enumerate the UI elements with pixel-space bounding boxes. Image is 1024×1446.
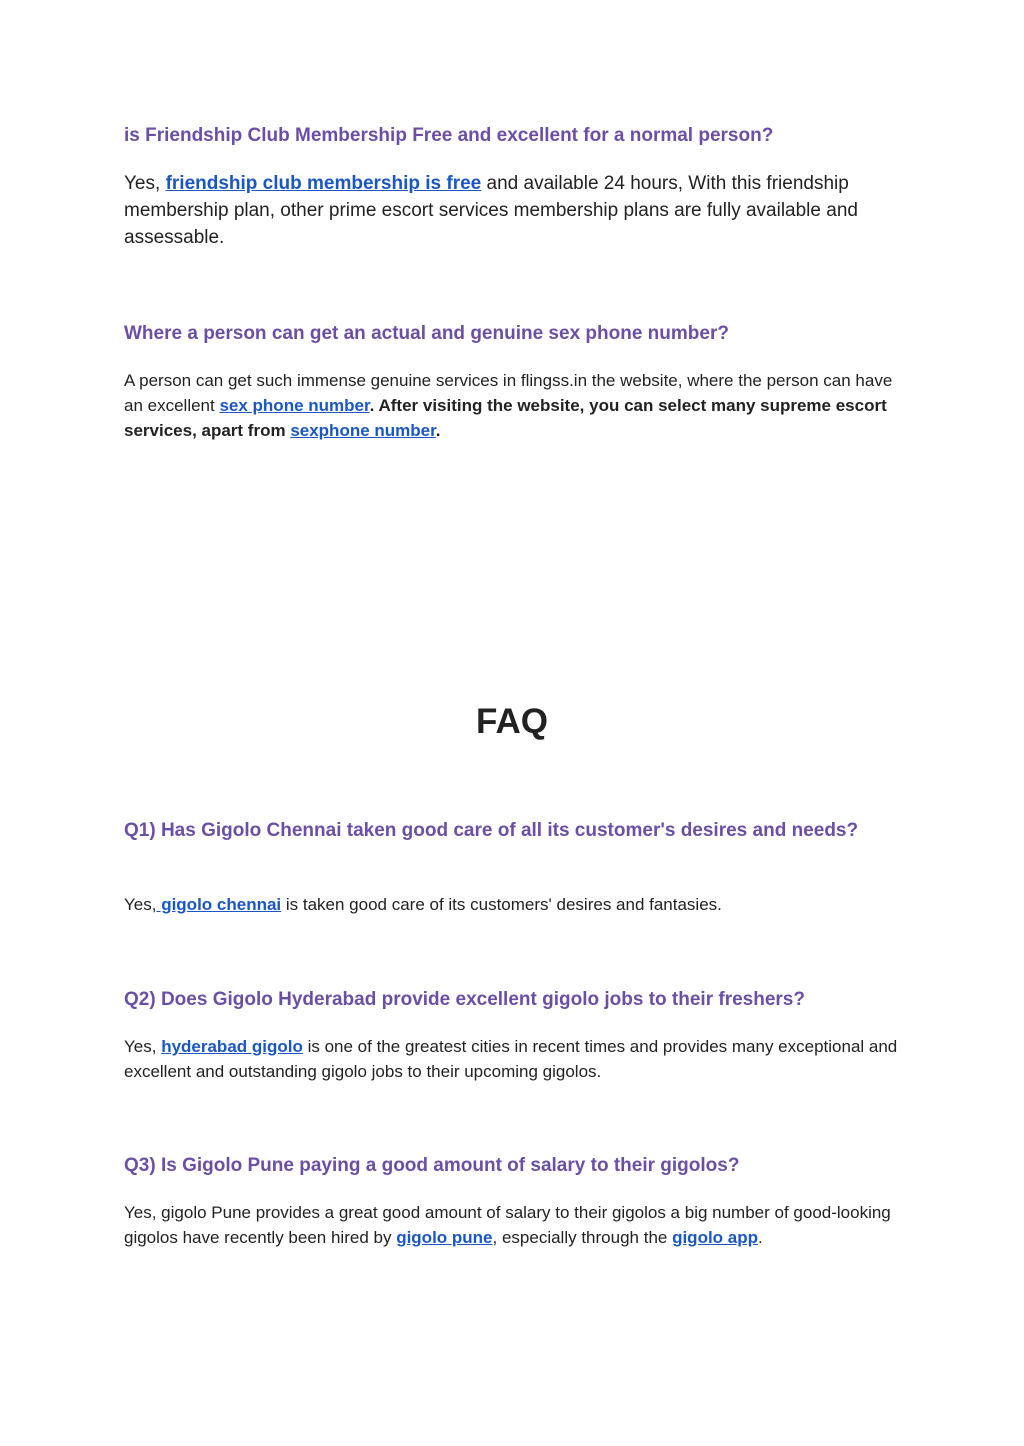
gigolo-app-link[interactable]: gigolo app	[672, 1228, 759, 1247]
faq-question-3: Q3) Is Gigolo Pune paying a good amount of salary to their gigolos?	[124, 1155, 740, 1176]
question-sex-phone-number: Where a person can get an actual and genuine sex phone number?	[124, 323, 729, 344]
faq-answer-3	[124, 1200, 904, 1250]
question-friendship-club: is Friendship Club Membership Free and excellent for a normal person?	[124, 125, 774, 146]
answer-text: .	[758, 1228, 763, 1247]
answer-text: Yes,	[124, 173, 166, 194]
answer-text: is taken good care of its customers' desires and fantasies.	[281, 895, 722, 914]
answer-text: is one of the greatest cities in recent times and provides many exceptional and excellent and outstanding gigolo jobs to their upcoming gigolos.	[124, 1037, 898, 1081]
answer-sex-phone-number	[124, 368, 904, 443]
sex-phone-number-link[interactable]: sex phone number	[219, 396, 370, 415]
faq-title: FAQ	[476, 702, 548, 741]
faq-question-1: Q1) Has Gigolo Chennai taken good care of all its customer's desires and needs?	[124, 820, 859, 841]
faq-answer-1	[124, 892, 904, 917]
answer-text: .	[435, 421, 441, 440]
faq-question-2: Q2) Does Gigolo Hyderabad provide excellent gigolo jobs to their freshers?	[124, 989, 805, 1010]
gigolo-pune-link[interactable]: gigolo pune	[396, 1228, 493, 1247]
answer-text: Yes, gigolo Pune provides a great good amount of salary to their gigolos a big number of good-looking gigolos have recently been hired by	[124, 1203, 891, 1247]
answer-text: and available 24 hours, With this friendship membership plan, other prime escort services membership plans are fully available and assessable.	[124, 173, 858, 248]
answer-text: , especially through the	[492, 1228, 673, 1247]
answer-text: Yes,	[124, 895, 157, 914]
answer-text: A person can get such immense genuine services in flingss.in the website, where the person can have an excellent	[124, 371, 893, 415]
faq-answer-2	[124, 1034, 904, 1084]
answer-text: . After visiting the website, you can select many supreme escort services, apart from	[124, 396, 887, 440]
hyderabad-gigolo-link[interactable]: hyderabad gigolo	[161, 1037, 303, 1056]
gigolo-chennai-link[interactable]: gigolo chennai	[156, 895, 282, 914]
friendship-club-link[interactable]: friendship club membership is free	[165, 173, 482, 194]
answer-friendship-club	[124, 170, 904, 251]
answer-text: Yes,	[124, 1037, 162, 1056]
sexphone-number-link[interactable]: sexphone number	[290, 421, 436, 440]
